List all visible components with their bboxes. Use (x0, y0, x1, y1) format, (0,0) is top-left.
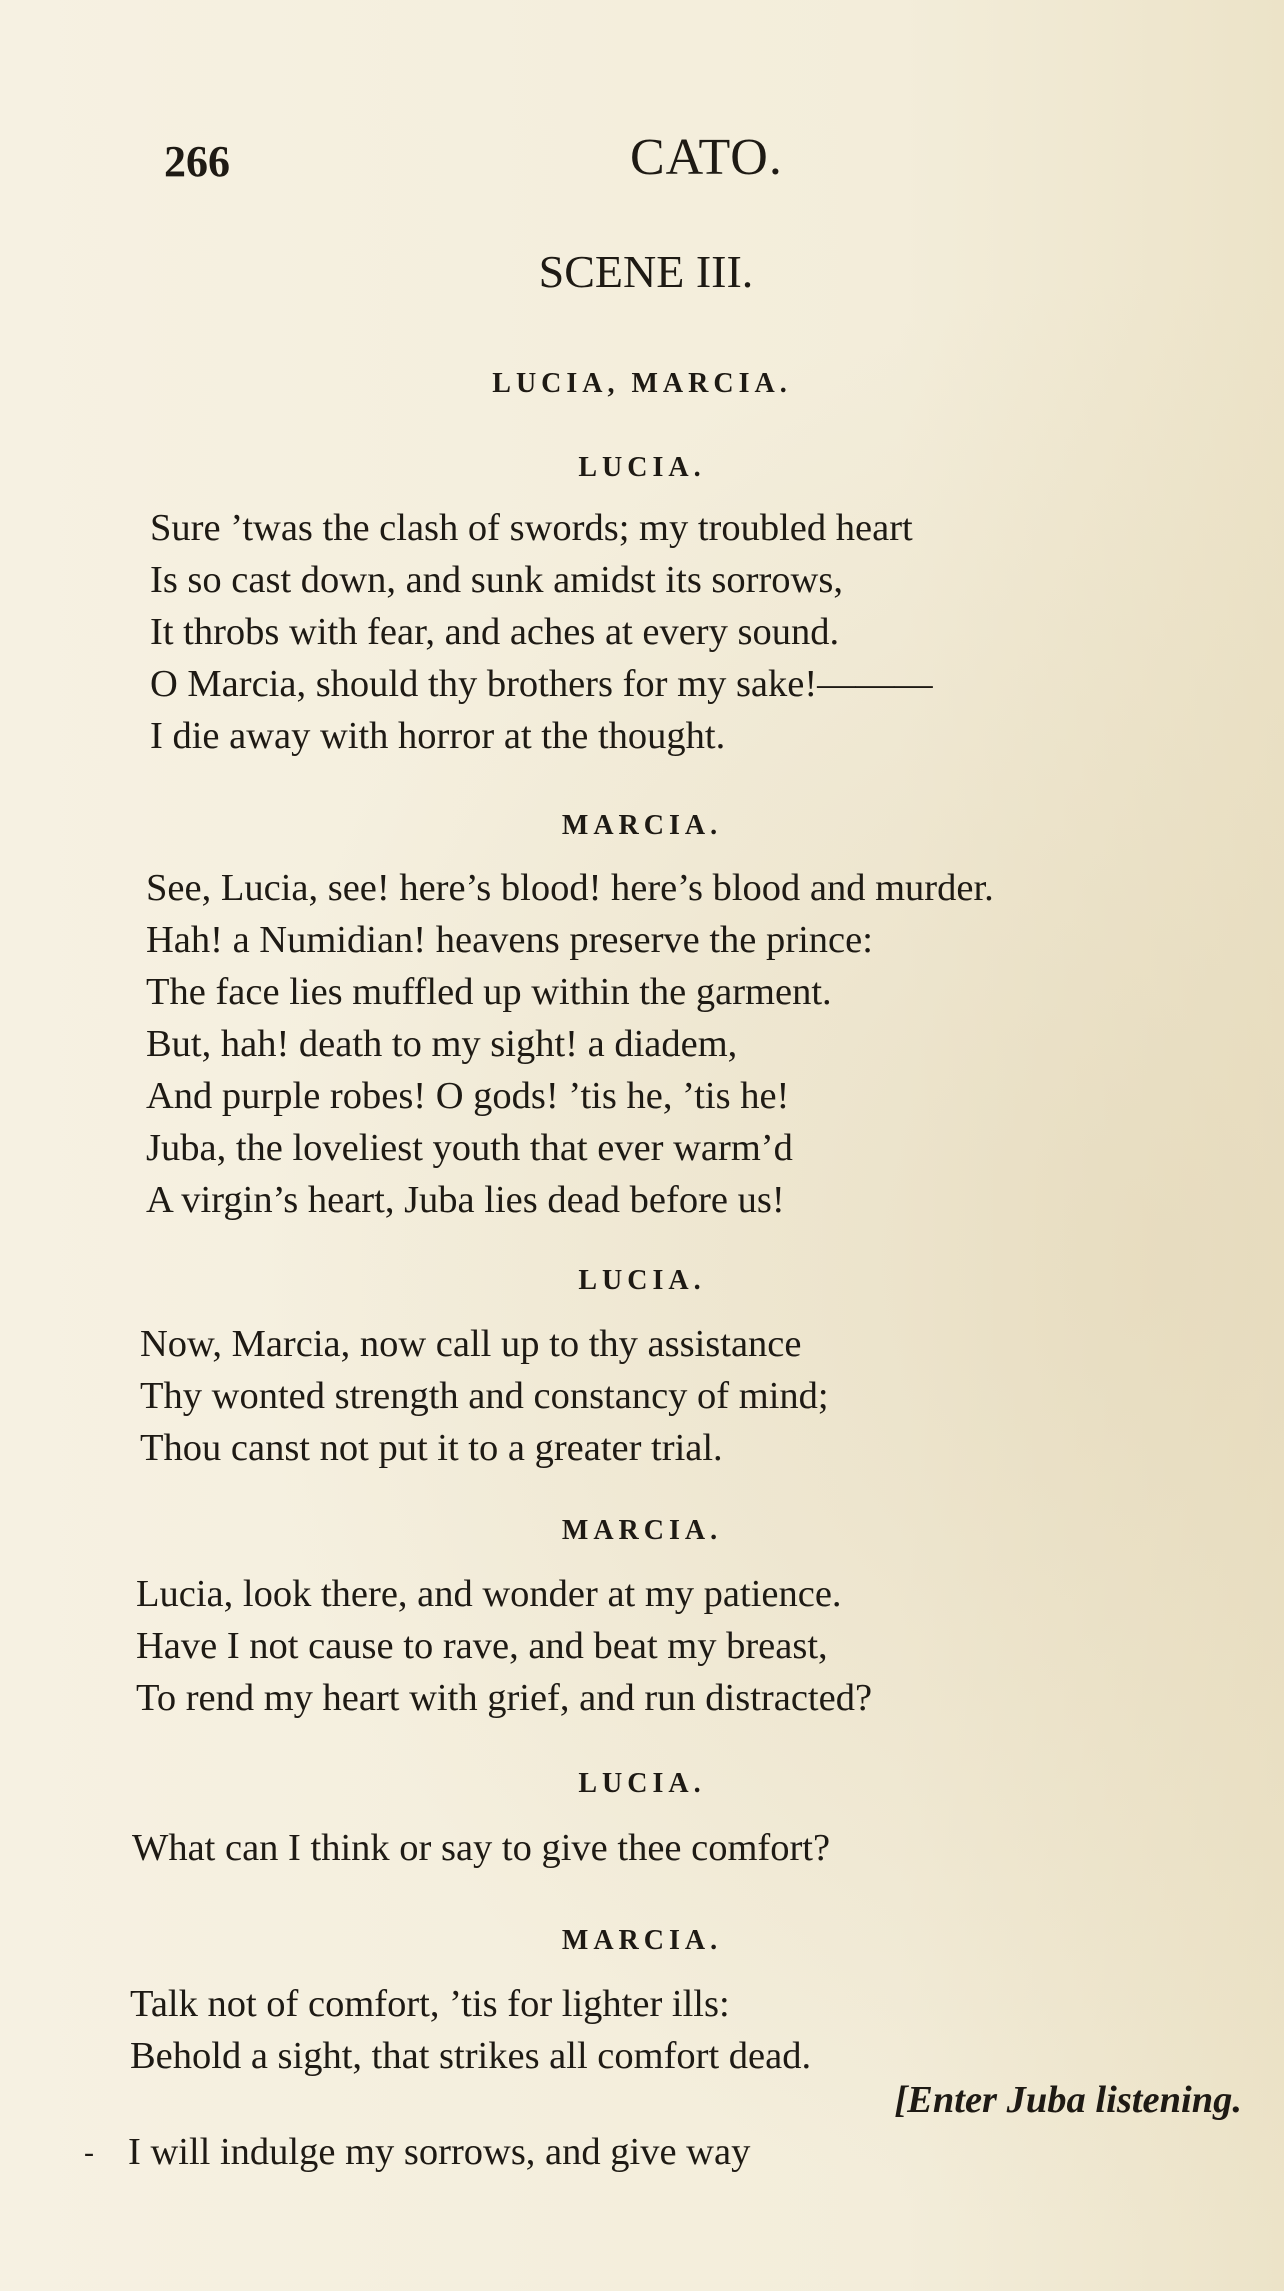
verse-line: Hah! a Numidian! heavens preserve the prince: (146, 919, 873, 961)
verse-line: Talk not of comfort, ’tis for lighter ills: (130, 1983, 730, 2025)
speaker-name: MARCIA. (561, 1925, 723, 1956)
verse-line: Thou canst not put it to a greater trial. (140, 1427, 723, 1469)
speech-lines (150, 502, 1250, 762)
verse-line: Now, Marcia, now call up to thy assistance (140, 1323, 802, 1365)
speech-block (0, 452, 1284, 484)
speech-block (0, 1768, 1284, 1800)
verse-line: O Marcia, should thy brothers for my sake!——— (150, 663, 933, 705)
speech-lines (136, 1568, 1236, 1724)
verse-line: See, Lucia, see! here’s blood! here’s blood and murder. (146, 867, 994, 909)
verse-line: It throbs with fear, and aches at every sound. (150, 611, 840, 653)
verse-line: Lucia, look there, and wonder at my patience. (136, 1573, 842, 1615)
verse-line: The face lies muffled up within the garment. (146, 971, 832, 1013)
speaker-name: MARCIA. (561, 1515, 723, 1546)
verse-line: Is so cast down, and sunk amidst its sorrows, (150, 559, 843, 601)
speaker-name: LUCIA. (578, 1768, 706, 1799)
speech-block (0, 1515, 1284, 1547)
running-header (150, 128, 1150, 198)
speech-lines (140, 1318, 1240, 1474)
verse-line: Have I not cause to rave, and beat my breast, (136, 1625, 828, 1667)
running-title: CATO. (630, 129, 783, 186)
speech-lines (146, 862, 1266, 1226)
verse-line: Juba, the loveliest youth that ever warm’d (146, 1127, 793, 1169)
speech-block (0, 810, 1284, 842)
verse-line: I die away with horror at the thought. (150, 715, 726, 757)
verse-line: Thy wonted strength and constancy of mind; (140, 1375, 829, 1417)
dramatis-personae: LUCIA, MARCIA. (492, 368, 792, 399)
verse-line: What can I think or say to give thee comfort? (132, 1827, 831, 1869)
margin-mark: - (84, 2136, 94, 2169)
speech-block (0, 1925, 1284, 1957)
verse-line: And purple robes! O gods! ’tis he, ’tis he! (146, 1075, 790, 1117)
speaker-name: MARCIA. (561, 810, 723, 841)
verse-line: Sure ’twas the clash of swords; my troubled heart (150, 507, 913, 549)
page-number: 266 (164, 137, 230, 186)
verse-line-continued: I will indulge my sorrows, and give way (128, 2131, 751, 2173)
speech-lines (132, 1822, 1232, 1874)
speaker-name: LUCIA. (578, 1265, 706, 1296)
verse-line: A virgin’s heart, Juba lies dead before us! (146, 1179, 785, 1221)
verse-line: But, hah! death to my sight! a diadem, (146, 1023, 738, 1065)
speech-lines (130, 1978, 1230, 2082)
verse-line: Behold a sight, that strikes all comfort dead. (130, 2035, 812, 2077)
speaker-name: LUCIA. (578, 452, 706, 483)
stage-direction: [Enter Juba listening. (894, 2079, 1242, 2121)
verse-line: To rend my heart with grief, and run distracted? (136, 1677, 873, 1719)
scene-heading: SCENE III. (538, 246, 754, 297)
speech-block (0, 1265, 1284, 1297)
